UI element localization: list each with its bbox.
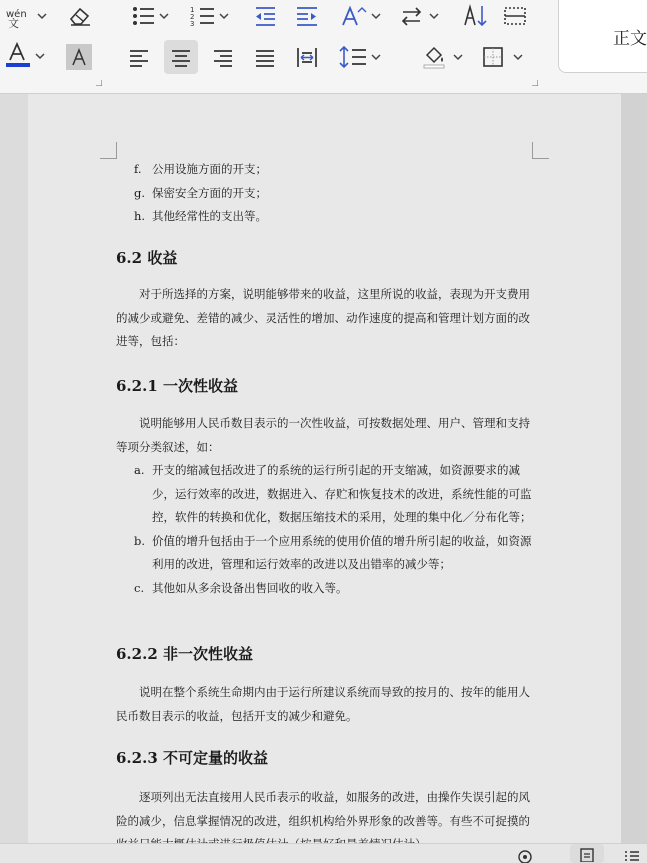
web-layout-button[interactable] bbox=[620, 846, 644, 863]
align-left-icon bbox=[126, 44, 152, 70]
change-case-button[interactable] bbox=[338, 2, 384, 30]
increase-indent-button[interactable] bbox=[292, 2, 322, 30]
list-item bbox=[116, 530, 536, 577]
list-text: 保密安全方面的开支； bbox=[152, 185, 267, 200]
heading-6-2-1: 6.2.1 一次性收益 bbox=[116, 377, 238, 395]
increase-indent-icon bbox=[293, 2, 321, 30]
heading-6-2: 6.2 收益 bbox=[116, 249, 178, 267]
phonetic-guide-button[interactable] bbox=[4, 2, 48, 30]
focus-mode-button[interactable] bbox=[514, 846, 536, 863]
change-case-icon bbox=[338, 2, 384, 30]
web-layout-icon bbox=[623, 847, 641, 863]
crop-mark-top-right bbox=[532, 142, 549, 159]
distributed-icon bbox=[294, 44, 320, 70]
list-item bbox=[116, 158, 536, 182]
align-right-button[interactable] bbox=[208, 40, 238, 74]
line-spacing-button[interactable] bbox=[336, 40, 386, 74]
char-shading-button[interactable] bbox=[66, 44, 92, 70]
print-layout-button[interactable] bbox=[570, 844, 604, 863]
list-item bbox=[116, 182, 536, 206]
sort-icon bbox=[461, 2, 489, 30]
list-marker: c. bbox=[134, 580, 145, 595]
align-left-button[interactable] bbox=[124, 40, 154, 74]
font-color-icon bbox=[4, 40, 48, 72]
list-item bbox=[116, 459, 536, 530]
borders-button[interactable] bbox=[480, 40, 528, 74]
heading-6-2-2: 6.2.2 非一次性收益 bbox=[116, 645, 253, 663]
text-direction-button[interactable] bbox=[398, 2, 444, 30]
numbering-button[interactable] bbox=[188, 2, 232, 30]
phonetic-guide-icon bbox=[4, 2, 48, 30]
svg-text:wén: wén bbox=[6, 9, 27, 20]
svg-text:1: 1 bbox=[190, 6, 195, 14]
list-marker: g. bbox=[134, 185, 146, 200]
paragraph-group-launcher-icon[interactable] bbox=[532, 80, 538, 86]
table-border-button[interactable] bbox=[500, 2, 530, 30]
decrease-indent-icon bbox=[251, 2, 279, 30]
list-marker: f. bbox=[134, 162, 142, 176]
svg-text:3: 3 bbox=[190, 20, 195, 28]
list-marker: a. bbox=[134, 463, 145, 477]
heading-6-2-3: 6.2.3 不可定量的收益 bbox=[116, 749, 268, 767]
borders-icon bbox=[480, 43, 528, 71]
align-center-button[interactable] bbox=[164, 40, 198, 74]
swap-arrows-icon bbox=[398, 2, 444, 30]
paragraph-6-2-2-wrap bbox=[116, 681, 536, 728]
crop-mark-top-left bbox=[100, 142, 117, 159]
font-color-button[interactable] bbox=[4, 40, 48, 72]
document-page[interactable] bbox=[28, 94, 621, 862]
style-gallery-item[interactable]: 正文 bbox=[613, 29, 647, 49]
print-layout-icon bbox=[578, 846, 596, 862]
eraser-icon bbox=[66, 4, 94, 28]
paragraph-6-2-1-wrap bbox=[116, 412, 536, 459]
bullet-list-icon bbox=[128, 2, 172, 30]
focus-icon bbox=[516, 847, 534, 863]
dotted-border-icon bbox=[501, 2, 529, 30]
list-item bbox=[116, 577, 536, 601]
char-shading-icon bbox=[69, 47, 89, 67]
list-marker: h. bbox=[134, 209, 146, 223]
align-right-icon bbox=[210, 44, 236, 70]
vertical-scrollbar[interactable] bbox=[621, 94, 647, 862]
numbered-list-icon bbox=[188, 2, 232, 30]
list-marker: b. bbox=[134, 533, 146, 548]
paragraph-6-2-wrap bbox=[116, 283, 536, 354]
clear-formatting-button[interactable] bbox=[64, 2, 96, 30]
paragraph-6-2-2: 说明在整个系统生命期内由于运行所建议系统而导致的按月的、按年的能用人民币数目表示的收益，包括开支的减少和避免。 bbox=[116, 685, 530, 723]
sort-button[interactable] bbox=[460, 2, 490, 30]
svg-text:2: 2 bbox=[190, 13, 195, 21]
list-text: 开支的缩减包括改进了的系统的运行所引起的开支缩减，如资源要求的减少，运行效率的改进，数据进入、存贮和恢复技术的改进，系统性能的可监控，软件的转换和优化，数据压缩技术的采用，处理的集中化／分布化等； bbox=[152, 463, 532, 524]
list-top bbox=[116, 158, 536, 229]
paint-bucket-icon bbox=[420, 43, 468, 71]
document-canvas[interactable] bbox=[0, 94, 647, 862]
paragraph-6-2: 对于所选择的方案，说明能够带来的收益，这里所说的收益，表现为开支费用的减少或避免、差错的减少、灵活性的增加、动作速度的提高和管理计划方面的改进等，包括： bbox=[116, 287, 530, 348]
list-6-2-1 bbox=[116, 459, 536, 600]
font-group-launcher-icon[interactable] bbox=[96, 80, 102, 86]
formatting-ribbon bbox=[0, 0, 647, 94]
paragraph-6-2-1: 说明能够用人民币数目表示的一次性收益，可按数据处理、用户、管理和支持等项分类叙述，如： bbox=[116, 416, 530, 454]
distributed-button[interactable] bbox=[292, 40, 322, 74]
line-spacing-icon bbox=[336, 43, 386, 71]
list-text: 公用设施方面的开支； bbox=[152, 162, 267, 176]
justify-button[interactable] bbox=[250, 40, 280, 74]
justify-icon bbox=[252, 44, 278, 70]
bullets-button[interactable] bbox=[128, 2, 172, 30]
list-item bbox=[116, 205, 536, 229]
align-center-icon bbox=[168, 44, 194, 70]
shading-button[interactable] bbox=[420, 40, 468, 74]
list-text: 其他经常性的支出等。 bbox=[152, 209, 267, 223]
paragraph-6-2-3: 逐项列出无法直接用人民币表示的收益，如服务的改进，由操作失误引起的风险的减少，信息掌握情况的改进，组织机构给外界形象的改善等。有些不可捉摸的 bbox=[116, 790, 530, 828]
decrease-indent-button[interactable] bbox=[250, 2, 280, 30]
list-text: 其他如从多余设备出售回收的收入等。 bbox=[152, 580, 348, 595]
list-text: 价值的增升包括由于一个应用系统的使用价值的增升所引起的收益，如资源利用的改进，管理和运行效率的改进以及出错率的减少等； bbox=[152, 533, 532, 571]
style-gallery[interactable] bbox=[558, 0, 647, 73]
status-bar bbox=[0, 843, 647, 863]
svg-text:文: 文 bbox=[8, 17, 19, 30]
